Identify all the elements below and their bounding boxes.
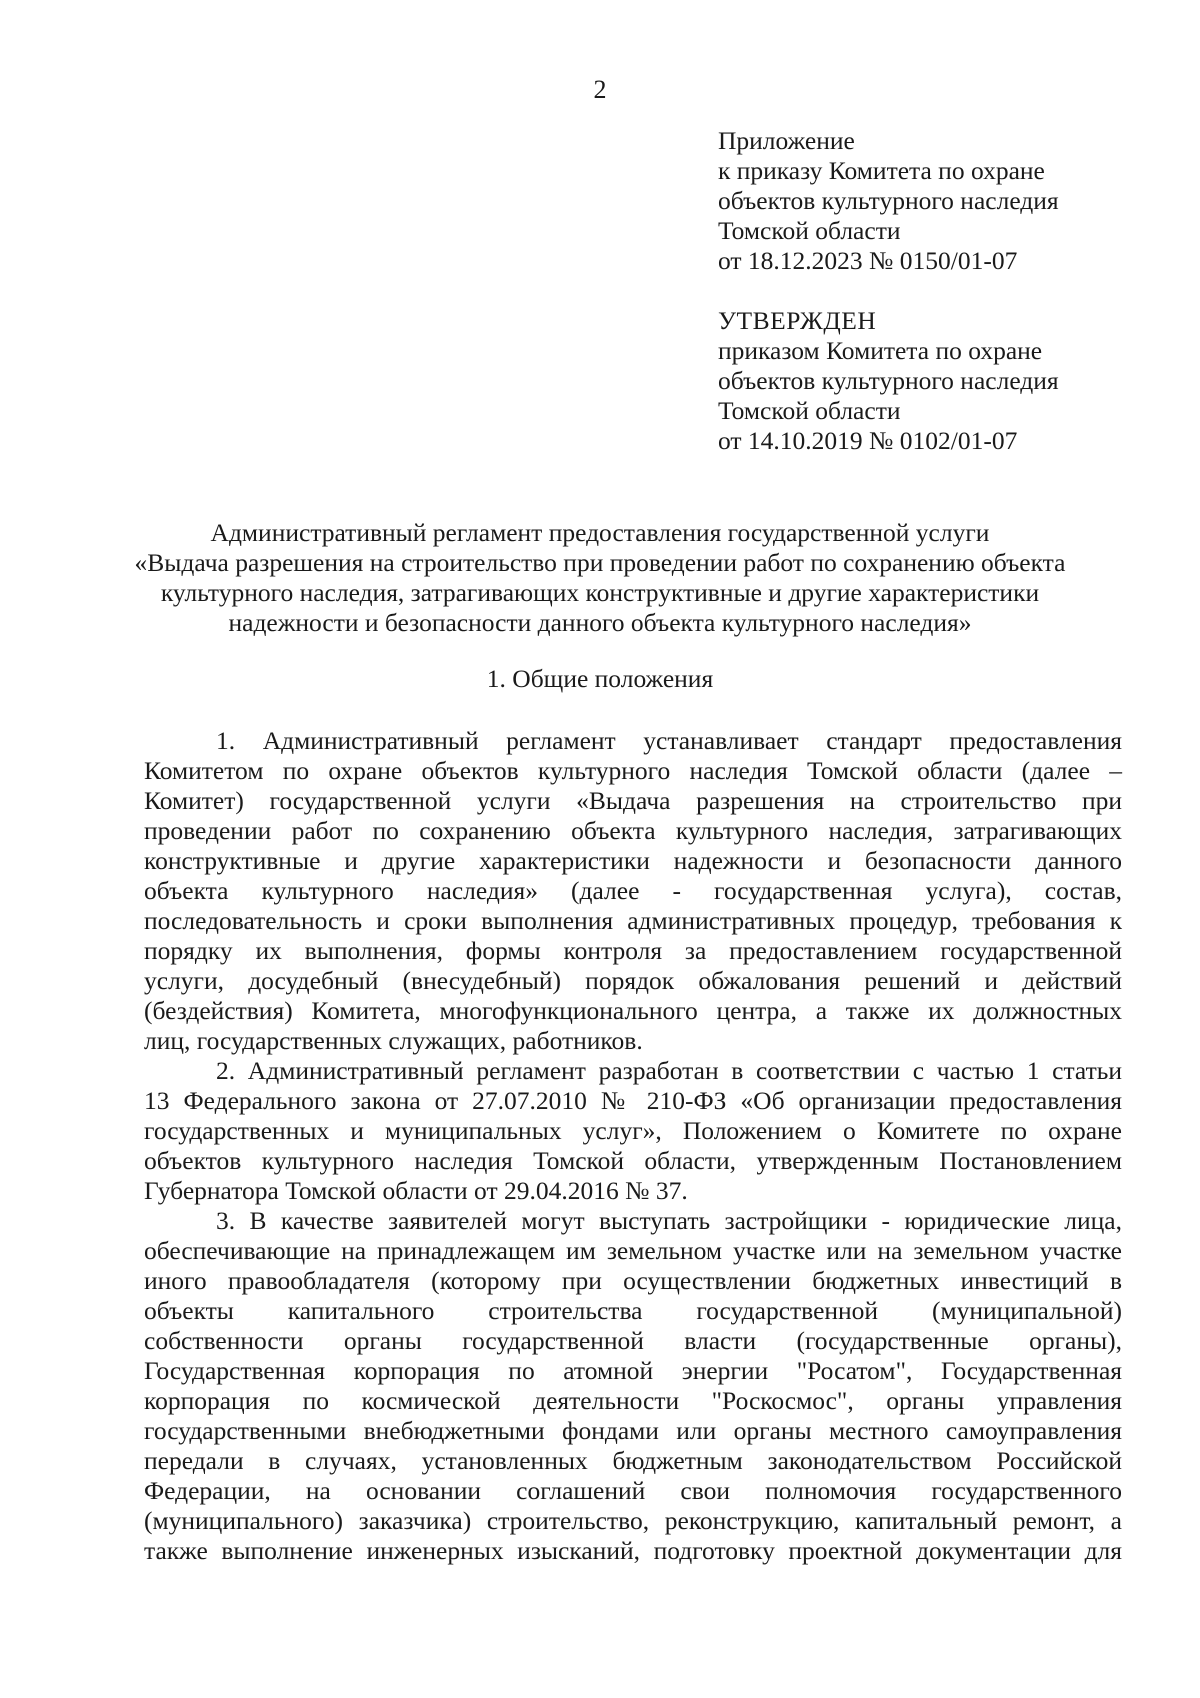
paragraph-line: объектов культурного наследия Томской области, утвержденным Постановлением <box>144 1146 1122 1175</box>
page-number: 2 <box>593 75 607 104</box>
paragraph-line: иного правообладателя (которому при осуществлении бюджетных инвестиций в <box>144 1266 1122 1295</box>
approved-heading: УТВЕРЖДЕН <box>718 306 877 335</box>
paragraph-line: услуги, досудебный (внесудебный) порядок обжалования решений и действий <box>144 966 1122 995</box>
appendix-line: к приказу Комитета по охране <box>718 156 1045 185</box>
paragraph-line: Комитет) государственной услуги «Выдача разрешения на строительство при <box>144 786 1122 815</box>
paragraph-line: последовательность и сроки выполнения административных процедур, требования к <box>144 906 1122 935</box>
regulation-title-line: культурного наследия, затрагивающих конструктивные и другие характеристики <box>160 578 1040 607</box>
paragraph-line: государственными внебюджетными фондами или органы местного самоуправления <box>144 1416 1122 1445</box>
appendix-line: объектов культурного наследия <box>718 186 1059 215</box>
paragraph-line: (бездействия) Комитета, многофункционального центра, а также их должностных <box>144 996 1122 1025</box>
approved-line: приказом Комитета по охране <box>718 336 1043 365</box>
paragraph-line: собственности органы государственной власти (государственные органы), <box>144 1326 1122 1355</box>
body-text <box>144 726 1122 1566</box>
paragraph-line: Федерации, на основании соглашений свои полномочия государственного <box>144 1476 1122 1505</box>
paragraph-line: 3. В качестве заявителей могут выступать застройщики - юридические лица, <box>216 1206 1122 1235</box>
approved-line: объектов культурного наследия <box>718 366 1059 395</box>
appendix-block <box>718 126 1059 276</box>
paragraph-line: Губернатора Томской области от 29.04.2016 № 37. <box>144 1176 688 1205</box>
appendix-line: Приложение <box>718 126 855 155</box>
approved-block <box>718 306 1059 456</box>
paragraph-line: также выполнение инженерных изысканий, подготовку проектной документации для <box>144 1536 1122 1565</box>
paragraph-line: 13 Федерального закона от 27.07.2010 № 210-ФЗ «Об организации предоставления <box>144 1086 1122 1115</box>
paragraph-line: 1. Административный регламент устанавливает стандарт предоставления <box>216 726 1122 755</box>
regulation-title-line: «Выдача разрешения на строительство при проведении работ по сохранению объекта <box>134 548 1066 577</box>
paragraph-line: обеспечивающие на принадлежащем им земельном участке или на земельном участке <box>144 1236 1122 1265</box>
paragraph-line: конструктивные и другие характеристики надежности и безопасности данного <box>144 846 1122 875</box>
paragraph-line: государственных и муниципальных услуг», Положением о Комитете по охране <box>144 1116 1122 1145</box>
appendix-line: от 18.12.2023 № 0150/01-07 <box>718 246 1018 275</box>
regulation-title-line: Административный регламент предоставления государственной услуги <box>210 518 990 547</box>
approved-line: от 14.10.2019 № 0102/01-07 <box>718 426 1018 455</box>
paragraph-line: корпорация по космической деятельности "Роскосмос", органы управления <box>144 1386 1122 1415</box>
paragraph-line: проведении работ по сохранению объекта культурного наследия, затрагивающих <box>144 816 1122 845</box>
paragraph-line: лиц, государственных служащих, работников. <box>144 1026 643 1055</box>
regulation-title-line: надежности и безопасности данного объекта культурного наследия» <box>228 608 972 637</box>
paragraph-line: объекта культурного наследия» (далее - государственная услуга), состав, <box>144 876 1122 905</box>
paragraph-line: объекты капитального строительства государственной (муниципальной) <box>144 1296 1122 1325</box>
paragraph-line: порядку их выполнения, формы контроля за предоставлением государственной <box>144 936 1122 965</box>
paragraph-line: 2. Административный регламент разработан в соответствии с частью 1 статьи <box>216 1056 1122 1085</box>
paragraph-line: (муниципального) заказчика) строительство, реконструкцию, капитальный ремонт, а <box>144 1506 1122 1535</box>
paragraph-line: Комитетом по охране объектов культурного наследия Томской области (далее – <box>144 756 1122 785</box>
appendix-line: Томской области <box>718 216 901 245</box>
section-heading: 1. Общие положения <box>486 664 714 693</box>
regulation-title <box>0 518 1200 638</box>
paragraph-line: передали в случаях, установленных бюджетным законодательством Российской <box>144 1446 1122 1475</box>
approved-line: Томской области <box>718 396 901 425</box>
paragraph-line: Государственная корпорация по атомной энергии "Росатом", Государственная <box>144 1356 1122 1385</box>
